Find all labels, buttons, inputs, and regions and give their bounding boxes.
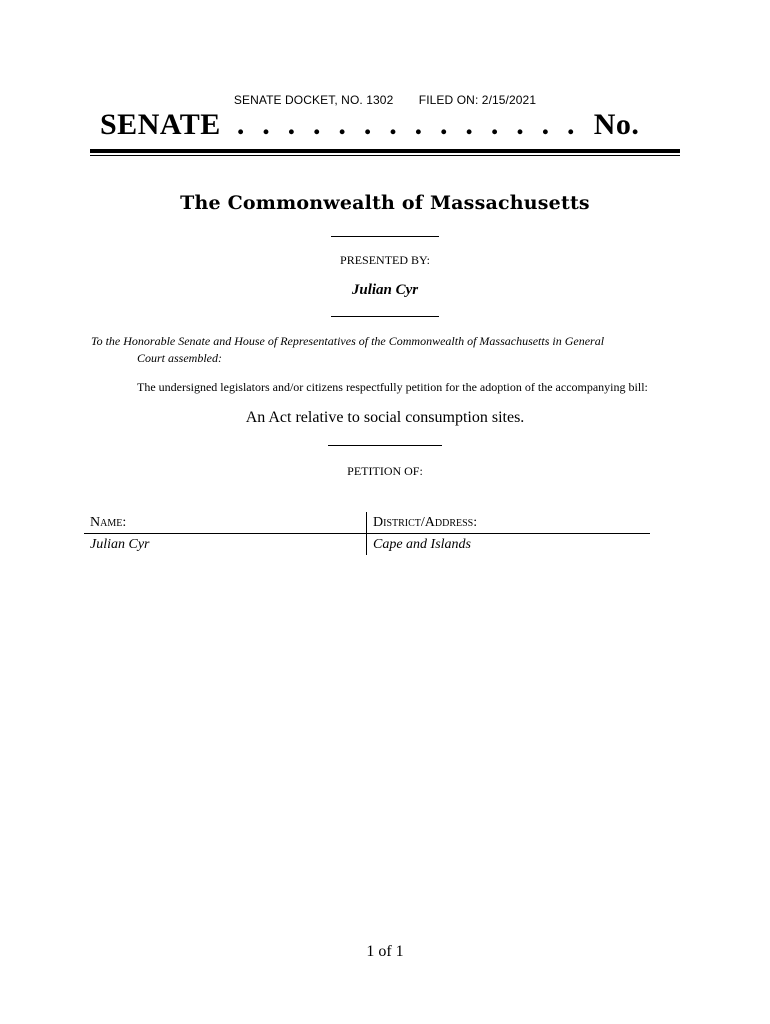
address-paragraph (91, 333, 651, 367)
title-rule-thin (90, 155, 680, 156)
divider-rule (331, 236, 439, 237)
petition-statement: The undersigned legislators and/or citizens respectfully petition for the adoption of the accompanying bill: (137, 380, 648, 394)
filed-date: FILED ON: 2/15/2021 (418, 93, 537, 107)
bill-number-label: No. (593, 108, 640, 141)
table-row (84, 534, 650, 555)
petitioner-district: Cape and Islands (366, 534, 650, 555)
docket-header (0, 93, 770, 107)
petitioner-name: Julian Cyr (90, 537, 150, 552)
title-dots: . . . . . . . . . . . . . . (236, 108, 580, 141)
senate-title (100, 108, 639, 142)
act-title: An Act relative to social consumption sites. (245, 409, 525, 426)
title-rule-thick (90, 149, 680, 153)
docket-number: SENATE DOCKET, NO. 1302 (233, 93, 394, 107)
name-column-header: Name: (90, 515, 127, 530)
divider-rule (328, 445, 442, 446)
district-column-header: District/Address: (366, 512, 650, 533)
address-line: Court assembled: (137, 351, 222, 365)
page-number: 1 of 1 (366, 943, 404, 960)
divider-rule (331, 316, 439, 317)
table-header-row (84, 512, 650, 534)
sponsor-name: Julian Cyr (351, 282, 419, 298)
petition-of-label: PETITION OF: (347, 464, 423, 478)
chamber-name: SENATE (100, 108, 221, 141)
presented-by-label: PRESENTED BY: (340, 253, 430, 267)
commonwealth-heading: The Commonwealth of Massachusetts (180, 192, 590, 214)
petitioner-table (84, 512, 650, 555)
address-line: To the Honorable Senate and House of Representatives of the Commonwealth of Massachusetts in General (91, 334, 605, 348)
